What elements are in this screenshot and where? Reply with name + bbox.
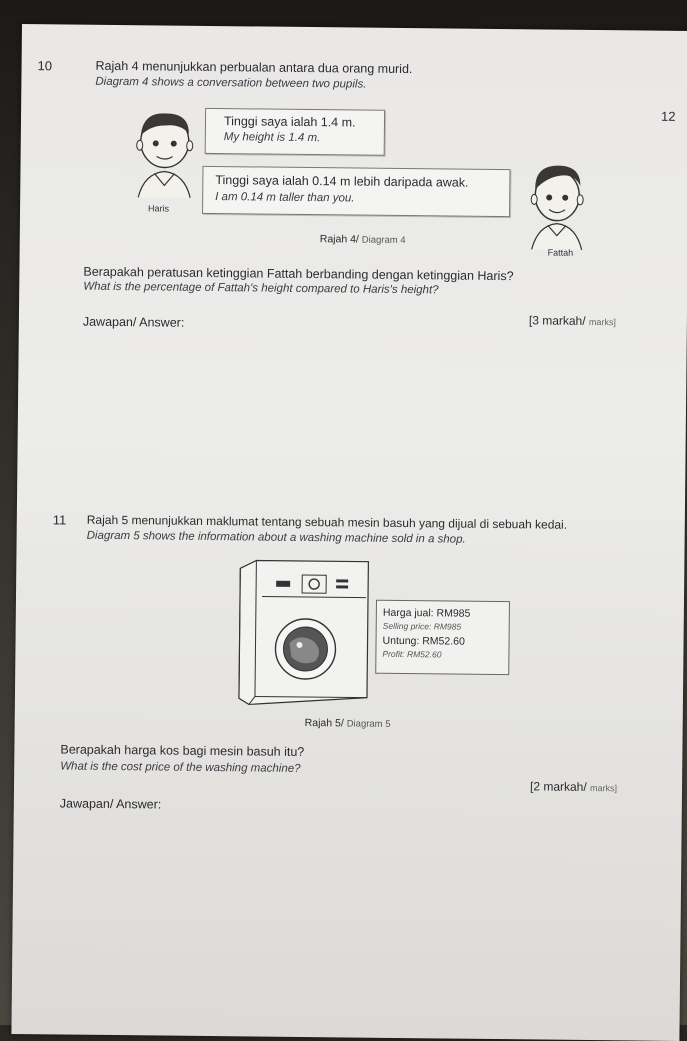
fattah-speech-bubble (202, 166, 510, 217)
haris-name-label: Haris (148, 203, 170, 214)
question-11-text-en: What is the cost price of the washing machine? (60, 760, 301, 775)
diagram-4-caption-ms: Rajah 4/ (319, 233, 359, 246)
diagram-5-caption (305, 717, 391, 730)
haris-bubble-ms: Tinggi saya ialah 1.4 m. (223, 114, 356, 130)
question-11-intro-en: Diagram 5 shows the information about a washing machine sold in a shop. (86, 529, 466, 546)
question-11-marks-en: marks] (590, 782, 618, 794)
diagram-4-caption (320, 233, 406, 246)
worksheet-page (11, 24, 687, 1041)
fattah-name-label: Fattah (547, 247, 574, 258)
question-10-marks (529, 313, 616, 328)
question-10-marks-ms: [3 markah/ (528, 313, 586, 328)
haris-speech-bubble (205, 108, 385, 156)
question-10-number: 10 (37, 58, 53, 74)
fattah-bubble-en: I am 0.14 m taller than you. (215, 191, 355, 205)
question-10-text-en: What is the percentage of Fattah's height compared to Haris's height? (83, 280, 439, 297)
question-11-answer-label: Jawapan/ Answer: (59, 796, 162, 812)
diagram-5-caption-ms: Rajah 5/ (304, 716, 344, 730)
question-10-answer-label: Jawapan/ Answer: (82, 314, 185, 330)
diagram-4-caption-en: Diagram 4 (361, 234, 406, 247)
question-10-intro-en: Diagram 4 shows a conversation between two pupils. (95, 75, 367, 91)
selling-price-en: Selling price: RM985 (382, 620, 462, 632)
selling-price-ms: Harga jual: RM985 (382, 606, 471, 620)
diagram-5-caption-en: Diagram 5 (346, 718, 391, 730)
haris-illustration (124, 101, 205, 202)
washing-machine-illustration (235, 558, 377, 709)
question-10-marks-en: marks] (588, 316, 617, 328)
question-11-marks (530, 779, 617, 794)
question-11-number: 11 (52, 512, 67, 528)
question-10-intro-ms: Rajah 4 menunjukkan perbualan antara dua orang murid. (95, 58, 413, 77)
question-11-intro-ms: Rajah 5 menunjukkan maklumat tentang sebuah mesin basuh yang dijual di sebuah kedai. (86, 512, 568, 532)
profit-en: Profit: RM52.60 (382, 648, 442, 660)
page-number: 12 (660, 108, 676, 124)
profit-ms: Untung: RM52.60 (382, 634, 465, 648)
fattah-bubble-ms: Tinggi saya ialah 0.14 m lebih daripada awak. (215, 173, 469, 190)
price-info-box (375, 600, 510, 675)
haris-bubble-en: My height is 1.4 m. (223, 131, 321, 145)
question-10-text-ms: Berapakah peratusan ketinggian Fattah berbanding dengan ketinggian Haris? (83, 264, 514, 284)
question-11-text-ms: Berapakah harga kos bagi mesin basuh itu? (60, 742, 305, 759)
fattah-illustration (520, 155, 595, 252)
question-11-marks-ms: [2 markah/ (529, 779, 587, 794)
